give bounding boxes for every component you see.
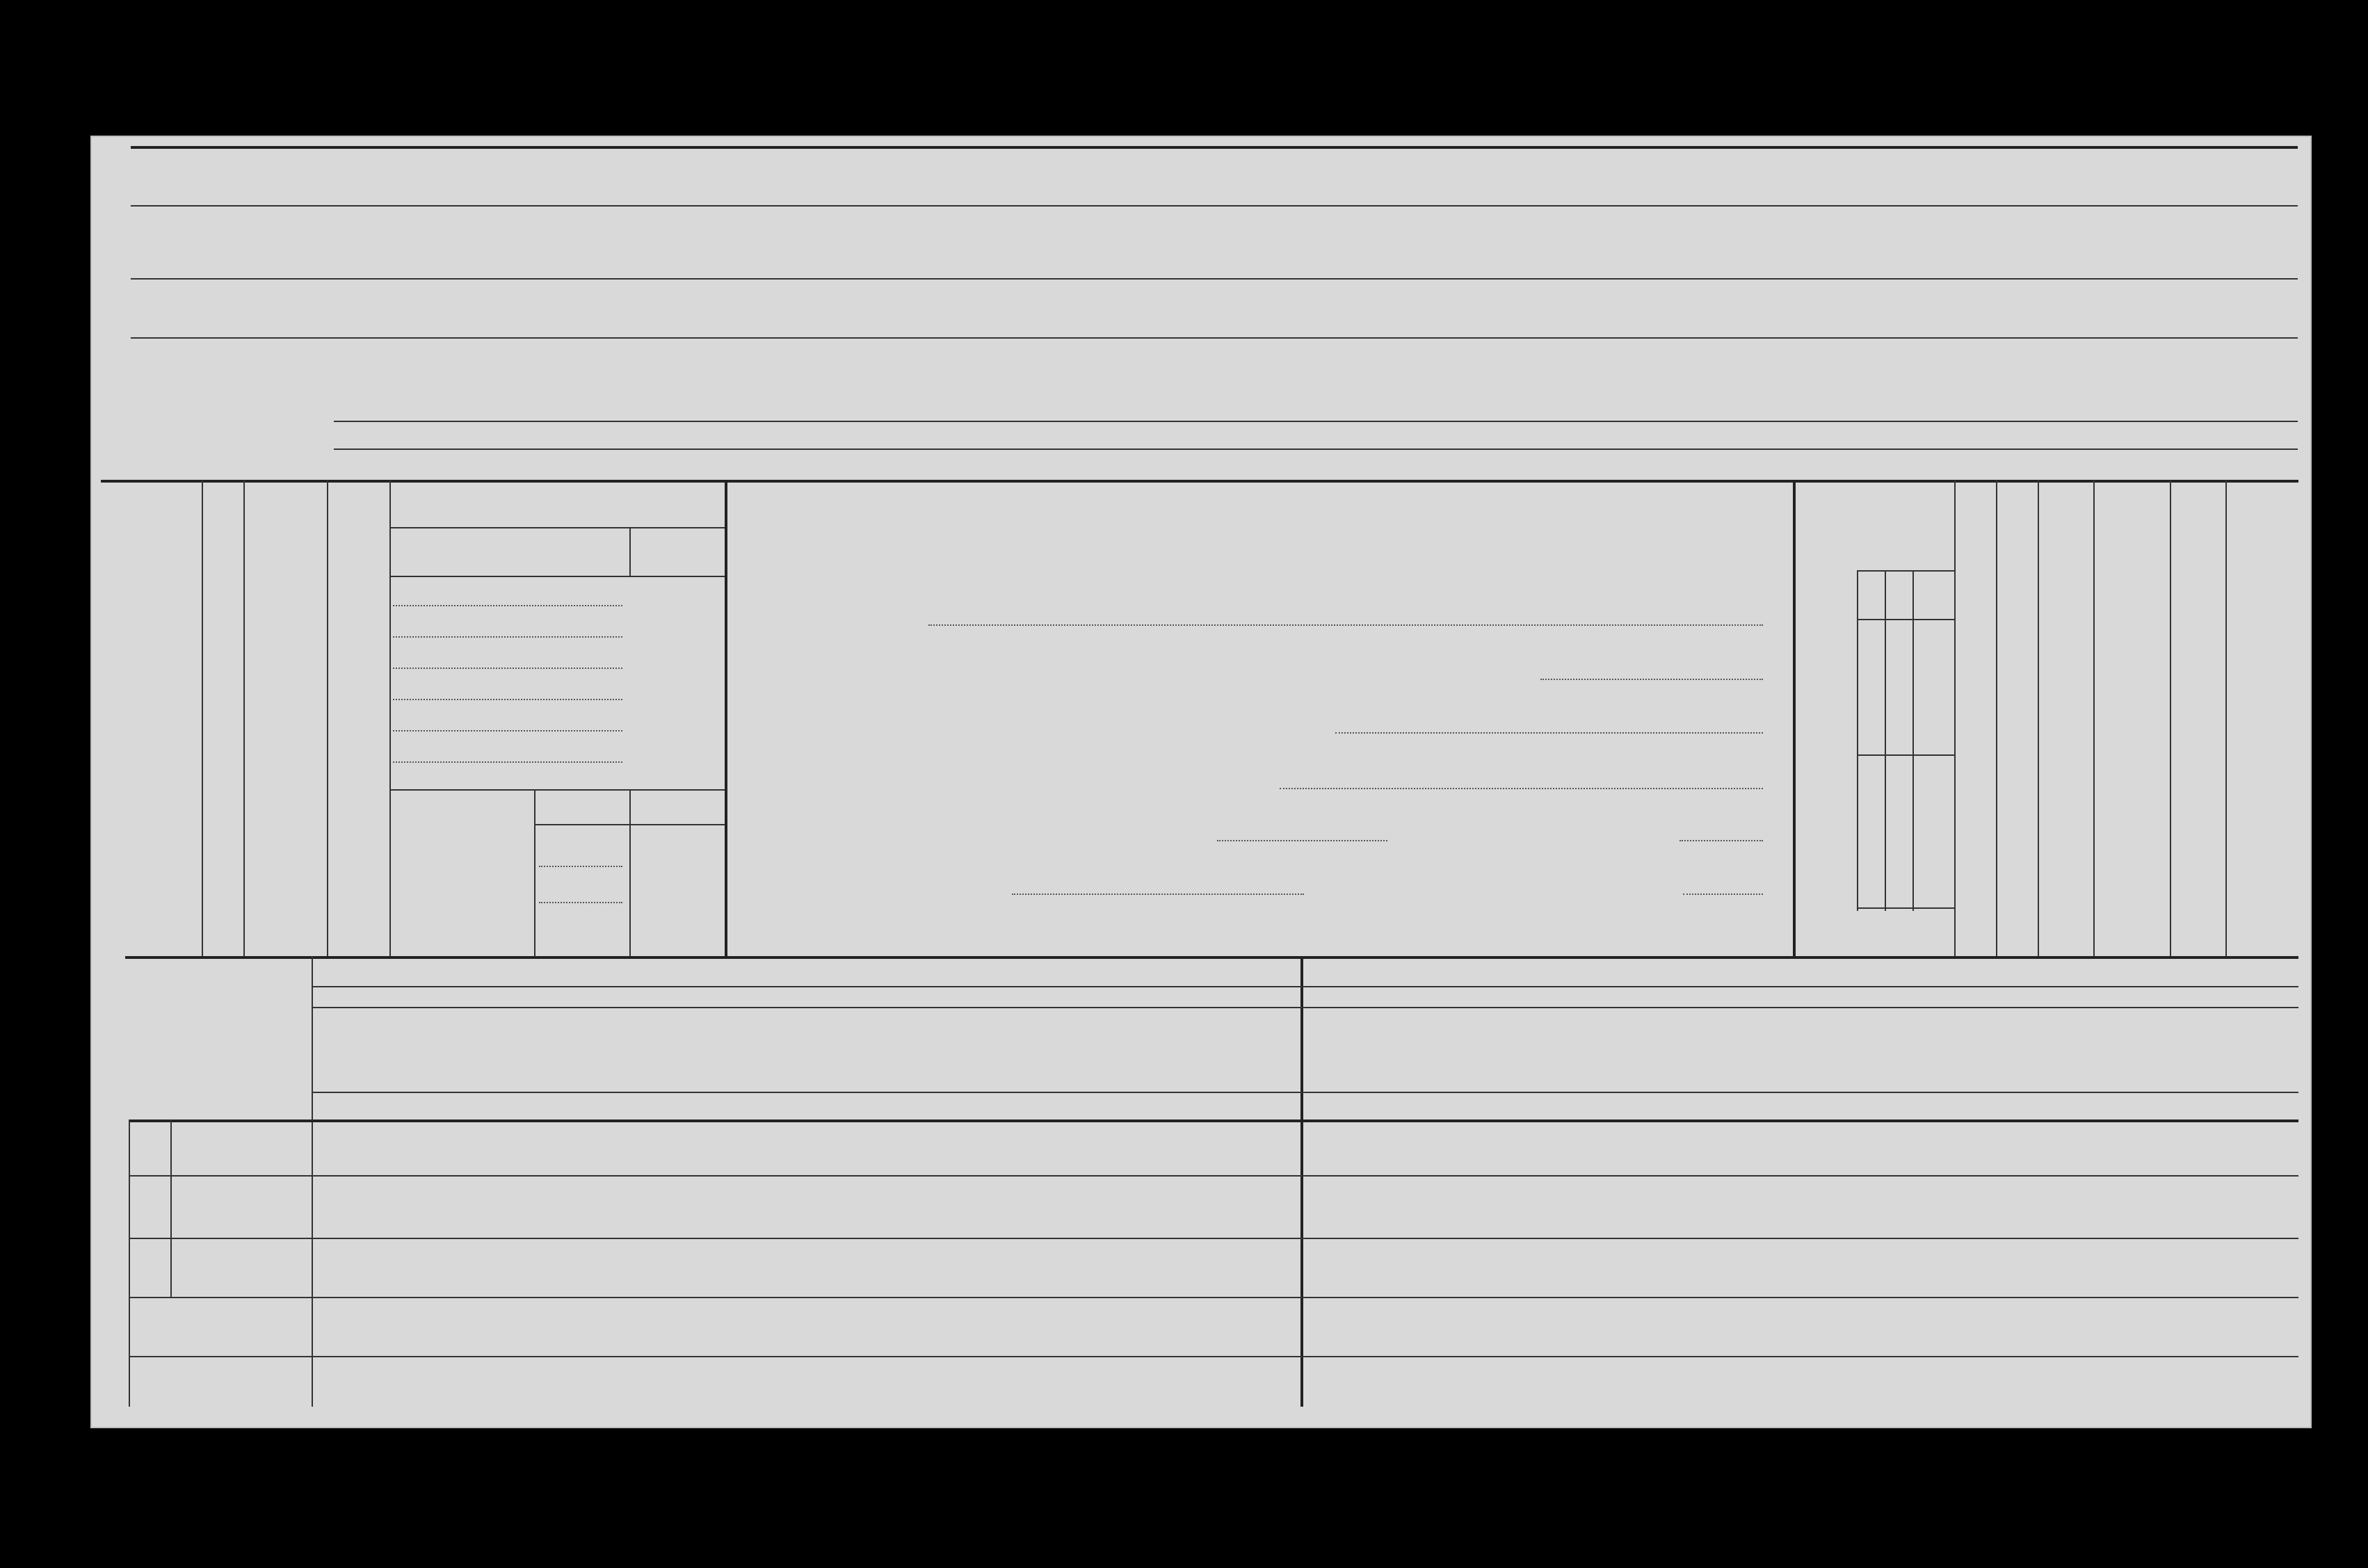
nalichnoe-label <box>1798 522 1853 939</box>
vtom-m-label <box>1875 754 1901 830</box>
naemnye-label <box>348 510 382 928</box>
census-card <box>90 136 2312 1428</box>
vne-nadel-label <box>139 1252 174 1370</box>
nadel-label <box>139 1133 174 1252</box>
vsego-m-label <box>1875 827 1894 882</box>
vtom-zh-label <box>1875 620 1901 697</box>
